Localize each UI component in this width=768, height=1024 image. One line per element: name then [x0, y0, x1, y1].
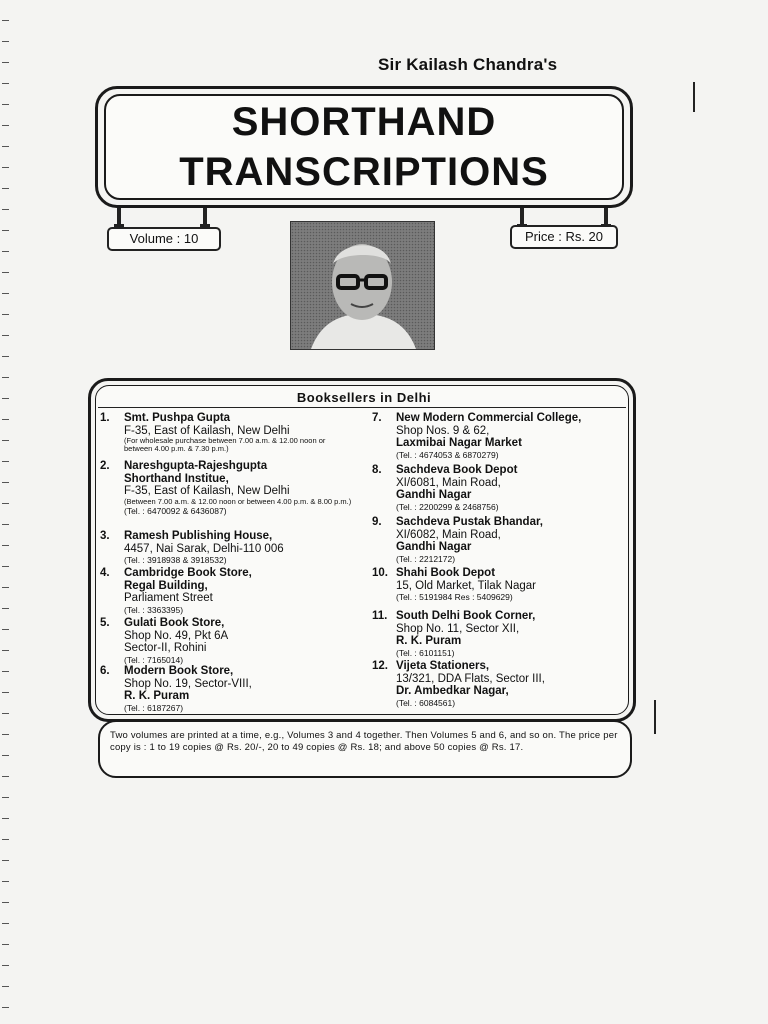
- scan-tick: [2, 209, 9, 210]
- bookseller-number: 5.: [100, 617, 110, 629]
- volume-tag: [107, 227, 221, 251]
- bookseller-line: XI/6082, Main Road,: [396, 528, 501, 541]
- bookseller-phone: (Tel. : 6187267): [124, 702, 184, 713]
- bookseller-details: [396, 610, 626, 658]
- bookseller-number: 10.: [372, 567, 388, 579]
- scan-tick: [2, 482, 9, 483]
- bookseller-line: New Modern Commercial College,: [396, 412, 582, 424]
- scan-tick: [2, 734, 9, 735]
- scan-tick: [2, 818, 9, 819]
- scan-tick: [2, 398, 9, 399]
- bookseller-number: 3.: [100, 530, 110, 542]
- bookseller-phone: (Tel. : 5191984 Res : 5409629): [396, 592, 513, 602]
- scan-tick: [2, 272, 9, 273]
- bookseller-line: Laxmibai Nagar Market: [396, 437, 522, 449]
- scan-tick: [2, 125, 9, 126]
- left-tag-hook-2: [203, 208, 207, 224]
- scan-tick: [2, 440, 9, 441]
- bookseller-line: 13/321, DDA Flats, Sector III,: [396, 672, 545, 685]
- scan-tick: [2, 419, 9, 420]
- bookseller-line: Modern Book Store,: [124, 665, 234, 677]
- bookseller-details: [124, 412, 354, 453]
- scan-tick: [2, 188, 9, 189]
- scan-tick: [2, 167, 9, 168]
- bookseller-line: Smt. Pushpa Gupta: [124, 412, 231, 424]
- scan-tick: [2, 797, 9, 798]
- bookseller-line: Regal Building,: [124, 579, 208, 592]
- price-tag: [510, 225, 618, 249]
- scan-tick: [2, 524, 9, 525]
- bookseller-number: 12.: [372, 660, 388, 672]
- bookseller-line: Dr. Ambedkar Nagar,: [396, 685, 509, 697]
- bookseller-phone: (Tel. : 2212172): [396, 553, 456, 564]
- volume-text: Volume : 10: [129, 231, 199, 246]
- bookseller-phone: (Tel. : 7165014): [124, 654, 184, 665]
- bookseller-line: Shop Nos. 9 & 62,: [396, 424, 490, 437]
- scan-mark: [693, 82, 695, 112]
- bookseller-details: [396, 464, 626, 512]
- bookseller-phone: (Tel. : 3363395): [124, 604, 184, 615]
- bookseller-hours: (Between 7.00 a.m. & 12.00 noon or between 4.00 p.m. & 8.00 p.m.): [124, 496, 352, 506]
- bookseller-details: [124, 460, 354, 516]
- scan-tick: [2, 713, 9, 714]
- title-line-1: SHORTHAND: [231, 100, 497, 144]
- bookseller-line: Parliament Street: [124, 592, 213, 604]
- author-line: Sir Kailash Chandra's: [378, 55, 558, 74]
- scan-tick: [2, 104, 9, 105]
- bookseller-details: [124, 567, 354, 615]
- scan-tick: [2, 881, 9, 882]
- bookseller-details: [396, 412, 626, 460]
- right-tag-hook-2: [604, 208, 608, 224]
- scan-mark: [654, 700, 656, 734]
- scan-tick: [2, 839, 9, 840]
- bookseller-details: [396, 660, 626, 708]
- bookseller-phone: (Tel. : 6101151): [396, 647, 455, 658]
- scan-tick: [2, 83, 9, 84]
- title-line-2: TRANSCRIPTIONS: [179, 150, 549, 194]
- bookseller-number: 8.: [372, 464, 382, 476]
- scan-tick: [2, 944, 9, 945]
- scan-tick: [2, 650, 9, 651]
- bookseller-line: Vijeta Stationers,: [396, 660, 490, 672]
- scan-tick: [2, 902, 9, 903]
- bookseller-line: Nareshgupta-Rajeshgupta: [124, 460, 268, 472]
- price-text: Price : Rs. 20: [524, 229, 604, 244]
- scan-tick: [2, 923, 9, 924]
- author-portrait: [290, 221, 435, 350]
- scan-tick: [2, 1007, 9, 1008]
- scan-tick: [2, 986, 9, 987]
- bookseller-details: [124, 665, 354, 713]
- bookseller-hours: (For wholesale purchase between 7.00 a.m. & 12.00 noon or between 4.00 p.m. & 7.30 p.m.): [124, 436, 326, 453]
- scan-edge-marks: [0, 0, 14, 1024]
- left-tag-hook: [117, 208, 121, 224]
- bookseller-number: 1.: [100, 412, 110, 424]
- bookseller-phone: (Tel. : 3918938 & 3918532): [124, 555, 227, 565]
- scan-tick: [2, 41, 9, 42]
- scan-tick: [2, 692, 9, 693]
- bookseller-line: Shorthand Institue,: [124, 472, 229, 485]
- bookseller-details: [396, 567, 626, 602]
- heading-divider: [98, 407, 626, 408]
- bookseller-number: 9.: [372, 516, 382, 528]
- bookseller-line: Gandhi Nagar: [396, 541, 472, 553]
- bookseller-number: 4.: [100, 567, 110, 579]
- scan-tick: [2, 251, 9, 252]
- scan-tick: [2, 377, 9, 378]
- scan-tick: [2, 965, 9, 966]
- bookseller-line: XI/6081, Main Road,: [396, 476, 501, 489]
- scan-tick: [2, 587, 9, 588]
- bookseller-phone: (Tel. : 6084561): [396, 697, 456, 708]
- bookseller-details: [124, 617, 354, 665]
- scan-tick: [2, 461, 9, 462]
- scan-tick: [2, 20, 9, 21]
- scan-tick: [2, 146, 9, 147]
- scan-tick: [2, 671, 9, 672]
- bookseller-phone: (Tel. : 4674053 & 6870279): [396, 449, 499, 460]
- scan-tick: [2, 860, 9, 861]
- scan-tick: [2, 230, 9, 231]
- bookseller-line: R. K. Puram: [396, 635, 462, 647]
- bookseller-line: F-35, East of Kailash, New Delhi: [124, 424, 290, 437]
- scan-tick: [2, 62, 9, 63]
- bookseller-details: [124, 530, 354, 565]
- scan-tick: [2, 629, 9, 630]
- bookseller-line: Ramesh Publishing House,: [124, 530, 273, 542]
- bookseller-line: 15, Old Market, Tilak Nagar: [396, 579, 536, 592]
- scan-tick: [2, 314, 9, 315]
- bookseller-line: South Delhi Book Corner,: [396, 610, 536, 622]
- bookseller-line: Gandhi Nagar: [396, 489, 472, 501]
- bookseller-number: 6.: [100, 665, 110, 677]
- bookseller-line: F-35, East of Kailash, New Delhi: [124, 485, 290, 497]
- bookseller-line: Cambridge Book Store,: [124, 567, 252, 579]
- bookseller-phone: (Tel. : 6470092 & 6436087): [124, 505, 227, 516]
- author-portrait-drawing: [291, 222, 434, 349]
- right-tag-hook: [520, 208, 524, 224]
- scan-tick: [2, 335, 9, 336]
- bookseller-number: 11.: [372, 610, 388, 622]
- bookseller-number: 7.: [372, 412, 382, 424]
- scan-tick: [2, 293, 9, 294]
- booksellers-heading: Booksellers in Delhi: [296, 390, 432, 405]
- scan-tick: [2, 356, 9, 357]
- scan-tick: [2, 503, 9, 504]
- pricing-note: Two volumes are printed at a time, e.g., Volumes 3 and 4 together. Then Volumes 5 and 6, and so on. The price per copy is : 1 to 19 copies @ Rs. 20/-, 20 to 49 copies @ Rs. 18; and above 50 copies @ Rs. 17.: [110, 730, 618, 753]
- bookseller-line: Shop No. 49, Pkt 6A: [124, 629, 229, 642]
- scan-tick: [2, 566, 9, 567]
- scan-tick: [2, 755, 9, 756]
- bookseller-number: 2.: [100, 460, 110, 472]
- bookseller-line: Gulati Book Store,: [124, 617, 225, 629]
- bookseller-line: R. K. Puram: [124, 690, 190, 702]
- bookseller-line: Sachdeva Pustak Bhandar,: [396, 516, 544, 528]
- bookseller-line: Sachdeva Book Depot: [396, 464, 518, 476]
- scan-tick: [2, 608, 9, 609]
- bookseller-details: [396, 516, 626, 564]
- bookseller-line: 4457, Nai Sarak, Delhi-110 006: [124, 542, 284, 555]
- bookseller-line: Shop No. 11, Sector XII,: [396, 622, 520, 635]
- bookseller-line: Sector-II, Rohini: [124, 642, 207, 654]
- bookseller-phone: (Tel. : 2200299 & 2468756): [396, 501, 499, 512]
- scan-tick: [2, 776, 9, 777]
- bookseller-line: Shop No. 19, Sector-VIII,: [124, 677, 252, 690]
- bookseller-line: Shahi Book Depot: [396, 567, 496, 579]
- scan-tick: [2, 545, 9, 546]
